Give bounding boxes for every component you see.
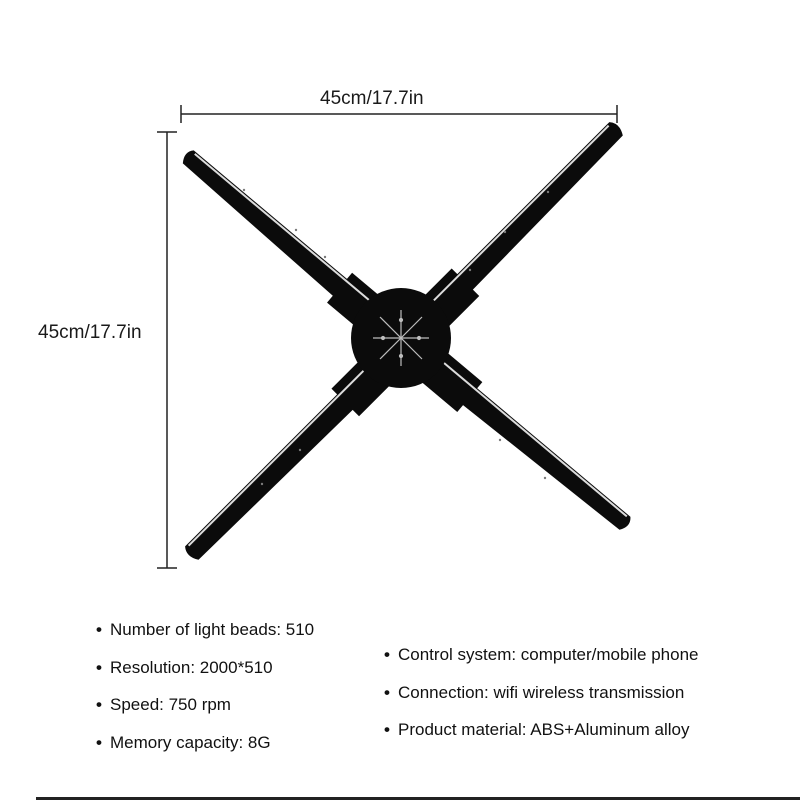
bullet: • [384,720,390,739]
spec-text: Resolution: 2000*510 [110,657,273,677]
hologram-fan-icon [171,114,638,571]
hub-markings [373,310,429,366]
spec-list-right [384,644,698,757]
bullet: • [384,645,390,664]
spec-text: Memory capacity: 8G [110,732,271,752]
bullet: • [96,732,102,752]
height-dimension-line [157,132,177,568]
bullet: • [96,695,102,714]
spec-item [96,694,314,732]
spec-item [384,682,698,720]
spec-item [96,657,314,695]
spec-text: Speed: 750 rpm [110,695,231,714]
spec-item [96,619,314,657]
spec-text: Number of light beads: 510 [110,620,315,639]
spec-text: Product material: ABS+Aluminum alloy [398,720,690,739]
spec-list-left [96,619,314,769]
height-dimension-label: 45cm/17.7in [38,322,142,343]
bullet: • [96,620,102,639]
spec-item [96,732,314,770]
bullet: • [384,682,390,702]
spec-item [384,719,698,757]
spec-item [384,644,698,682]
bullet: • [96,657,102,677]
spec-text: Control system: computer/mobile phone [398,645,699,664]
width-dimension-label: 45cm/17.7in [320,88,424,109]
spec-text: Connection: wifi wireless transmission [398,682,685,702]
